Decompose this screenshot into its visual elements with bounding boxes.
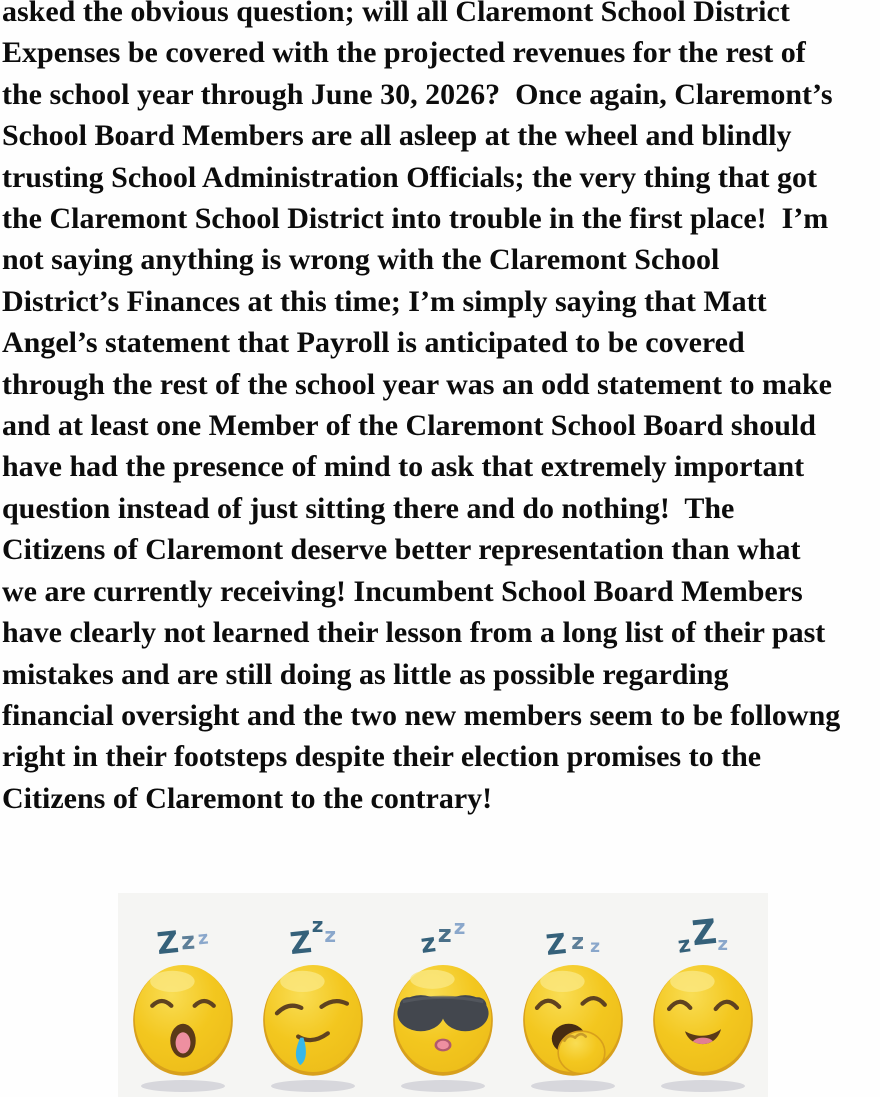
text-line: mistakes and are still doing as little as possible regarding bbox=[2, 657, 729, 691]
emoji-cell-sleep-mask bbox=[378, 893, 508, 1097]
sleeping-emojis-image bbox=[118, 893, 768, 1097]
text-line: asked the obvious question; will all Claremont School District bbox=[2, 0, 790, 28]
emoji-cell-yawning bbox=[508, 893, 638, 1097]
emoji-shadow bbox=[401, 1080, 485, 1092]
text-line: have had the presence of mind to ask that extremely important bbox=[2, 450, 805, 484]
drooling-face-icon bbox=[260, 959, 366, 1078]
smiling-face-icon bbox=[650, 959, 756, 1078]
zzz-text: Z z z bbox=[288, 913, 337, 963]
yawning-face-icon bbox=[520, 959, 626, 1078]
text-line: financial oversight and the two new members seem to be followng bbox=[2, 698, 841, 732]
text-line: the Claremont School District into trouble in the first place! I’m bbox=[2, 202, 829, 236]
text-line: Expenses be covered with the projected revenues for the rest of bbox=[2, 36, 806, 70]
text-line: Angel’s statement that Payroll is anticipated to be covered bbox=[2, 326, 745, 360]
text-line: have clearly not learned their lesson from a long list of their past bbox=[2, 616, 826, 650]
text-line: we are currently receiving! Incumbent School Board Members bbox=[2, 574, 803, 608]
zzz-text: Z z z bbox=[544, 927, 601, 962]
text-line: Citizens of Claremont deserve better representation than what bbox=[2, 533, 801, 567]
text-line: trusting School Administration Officials; the very thing that got bbox=[2, 160, 817, 194]
emoji-shadow bbox=[141, 1080, 225, 1092]
text-line: School Board Members are all asleep at the wheel and blindly bbox=[2, 119, 792, 153]
emoji-shadow bbox=[271, 1080, 355, 1092]
zzz-text: Z z z bbox=[155, 924, 210, 963]
text-line: the school year through June 30, 2026? Once again, Claremont’s bbox=[2, 77, 833, 111]
text-line: right in their footsteps despite their election promises to the bbox=[2, 740, 762, 774]
text-line: not saying anything is wrong with the Claremont School bbox=[2, 243, 720, 277]
text-line: District’s Finances at this time; I’m simply saying that Matt bbox=[2, 284, 767, 318]
zzz-text: z z z bbox=[418, 915, 466, 960]
text-line: question instead of just sitting there and do nothing! The bbox=[2, 491, 735, 525]
text-line: and at least one Member of the Claremont School Board should bbox=[2, 409, 816, 443]
sleep-mask-face-icon bbox=[390, 959, 496, 1078]
emoji-cell-drooling bbox=[248, 893, 378, 1097]
zzz-text: z Z z bbox=[676, 911, 728, 959]
text-line: Citizens of Claremont to the contrary! bbox=[2, 781, 493, 815]
emoji-cell-smiling bbox=[638, 893, 768, 1097]
emoji-shadow bbox=[531, 1080, 615, 1092]
snoring-face-icon bbox=[130, 959, 236, 1078]
emoji-shadow bbox=[661, 1080, 745, 1092]
emoji-cell-snoring bbox=[118, 893, 248, 1097]
text-line: through the rest of the school year was an odd statement to make bbox=[2, 367, 832, 401]
